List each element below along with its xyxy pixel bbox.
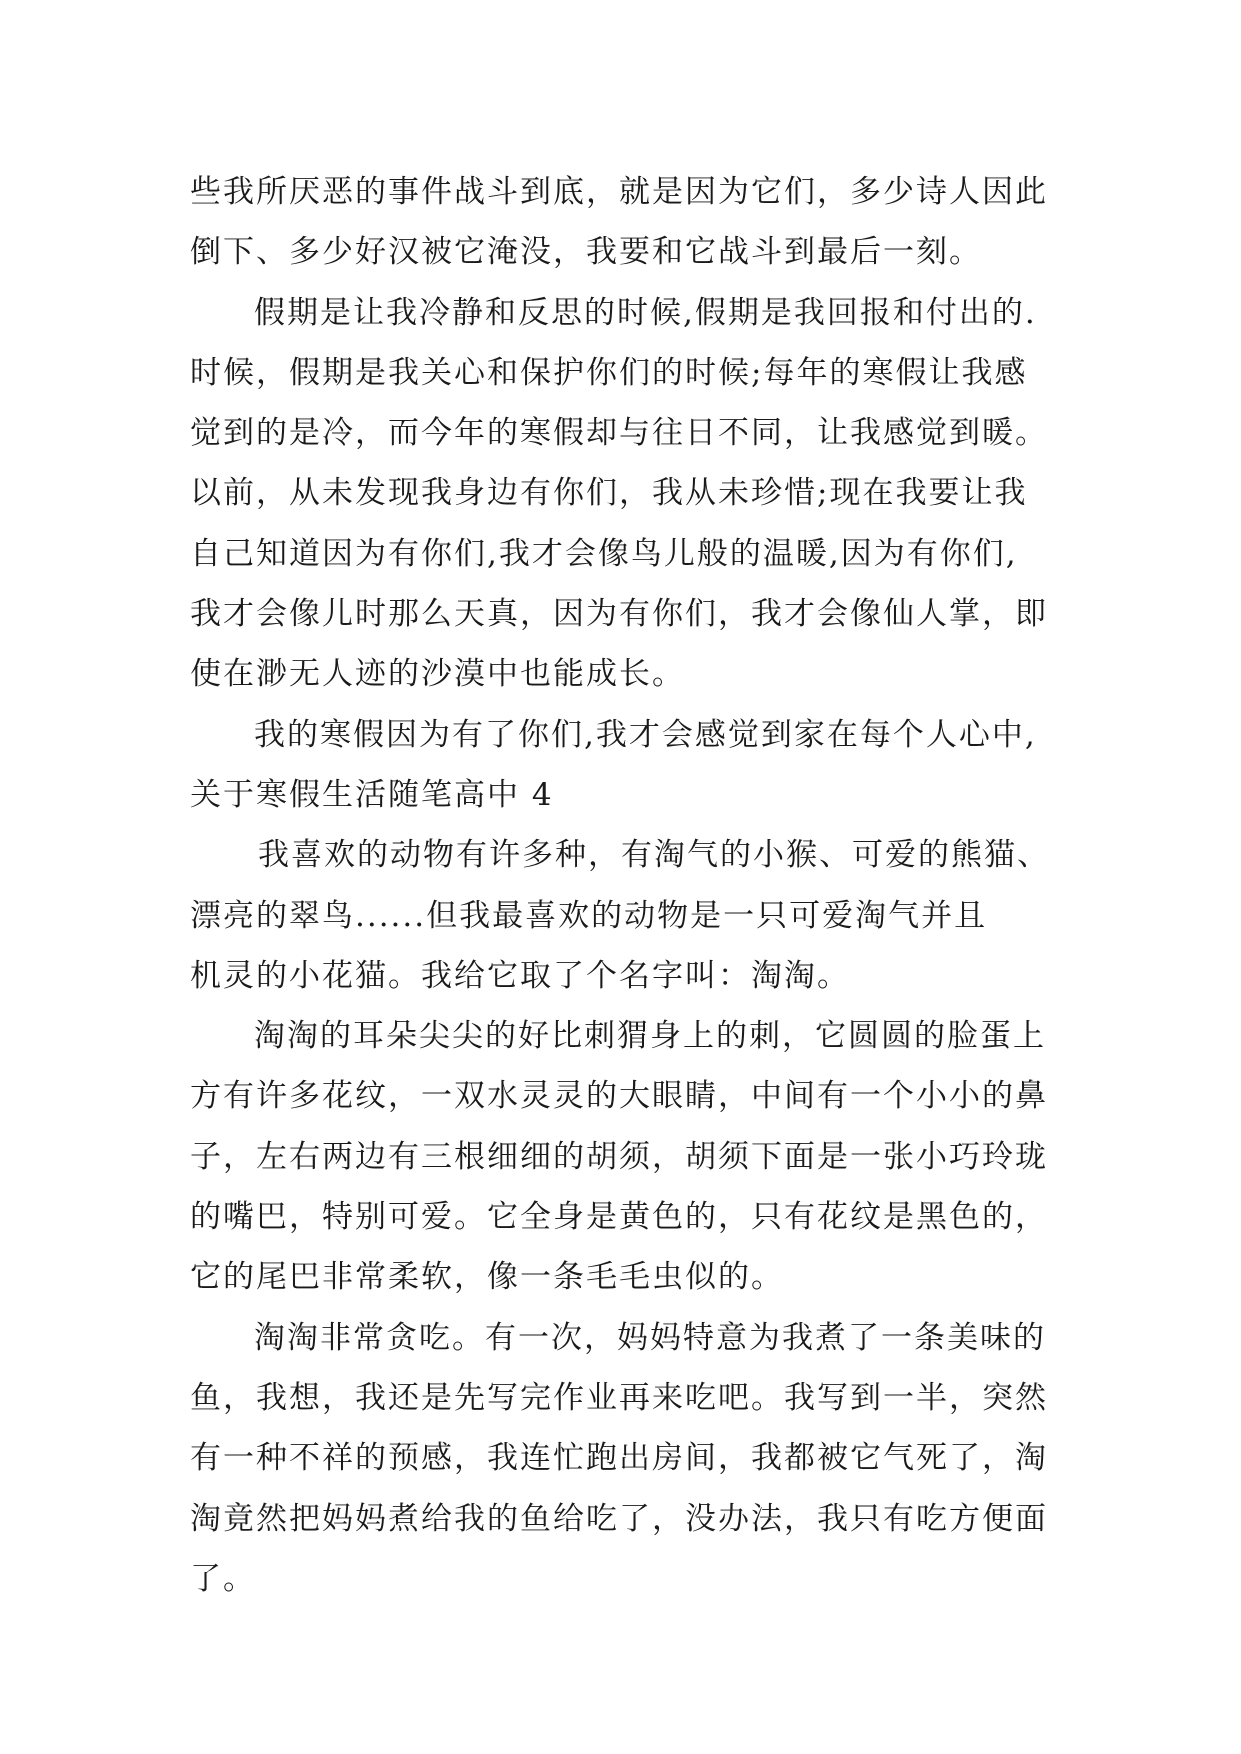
paragraph-start-line: 淘淘非常贪吃。有一次，妈妈特意为我煮了一条美味的 bbox=[254, 1319, 1046, 1356]
paragraph-start-line: 假期是让我冷静和反思的时候,假期是我回报和付出的. bbox=[254, 294, 1037, 331]
text-line: 方有许多花纹，一双水灵灵的大眼睛，中间有一个小小的鼻 bbox=[190, 1078, 1048, 1115]
text-line: 自己知道因为有你们,我才会像鸟儿般的温暖,因为有你们, bbox=[190, 535, 1018, 572]
body-text bbox=[190, 162, 1060, 1609]
text-line: 觉到的是冷，而今年的寒假却与往日不同，让我感觉到暖。 bbox=[190, 415, 1048, 452]
text-line: 了。 bbox=[190, 1560, 256, 1597]
text-line: 淘竟然把妈妈煮给我的鱼给吃了，没办法，我只有吃方便面 bbox=[190, 1500, 1048, 1537]
text-line: 有一种不祥的预感，我连忙跑出房间，我都被它气死了，淘 bbox=[190, 1440, 1048, 1477]
text-line: 我才会像儿时那么天真，因为有你们，我才会像仙人掌，即 bbox=[190, 596, 1048, 633]
section-heading: 关于寒假生活随笔高中 4 bbox=[190, 776, 554, 813]
paragraph-start-line: 我的寒假因为有了你们,我才会感觉到家在每个人心中, bbox=[254, 716, 1037, 753]
text-line: 机灵的小花猫。我给它取了个名字叫：淘淘。 bbox=[190, 957, 850, 994]
text-line: 鱼，我想，我还是先写完作业再来吃吧。我写到一半，突然 bbox=[190, 1379, 1048, 1416]
paragraph-start-line: 淘淘的耳朵尖尖的好比刺猬身上的刺，它圆圆的脸蛋上 bbox=[254, 1018, 1046, 1055]
text-line: 的嘴巴，特别可爱。它全身是黄色的，只有花纹是黑色的， bbox=[190, 1199, 1048, 1236]
text-line: 它的尾巴非常柔软，像一条毛毛虫似的。 bbox=[190, 1259, 784, 1296]
paragraph-start-line: 我喜欢的动物有许多种，有淘气的小猴、可爱的熊猫、 bbox=[258, 837, 1050, 874]
text-line: 些我所厌恶的事件战斗到底，就是因为它们，多少诗人因此 bbox=[190, 174, 1048, 210]
text-line: 时候，假期是我关心和保护你们的时候;每年的寒假让我感 bbox=[190, 354, 1028, 391]
text-line: 使在渺无人迹的沙漠中也能成长。 bbox=[190, 656, 685, 693]
text-line: 以前，从未发现我身边有你们，我从未珍惜;现在我要让我 bbox=[190, 475, 1028, 512]
text-line: 子，左右两边有三根细细的胡须，胡须下面是一张小巧玲珑 bbox=[190, 1138, 1048, 1175]
text-line: 倒下、多少好汉被它淹没，我要和它战斗到最后一刻。 bbox=[190, 234, 982, 271]
text-line: 漂亮的翠鸟......但我最喜欢的动物是一只可爱淘气并且 bbox=[190, 897, 988, 934]
